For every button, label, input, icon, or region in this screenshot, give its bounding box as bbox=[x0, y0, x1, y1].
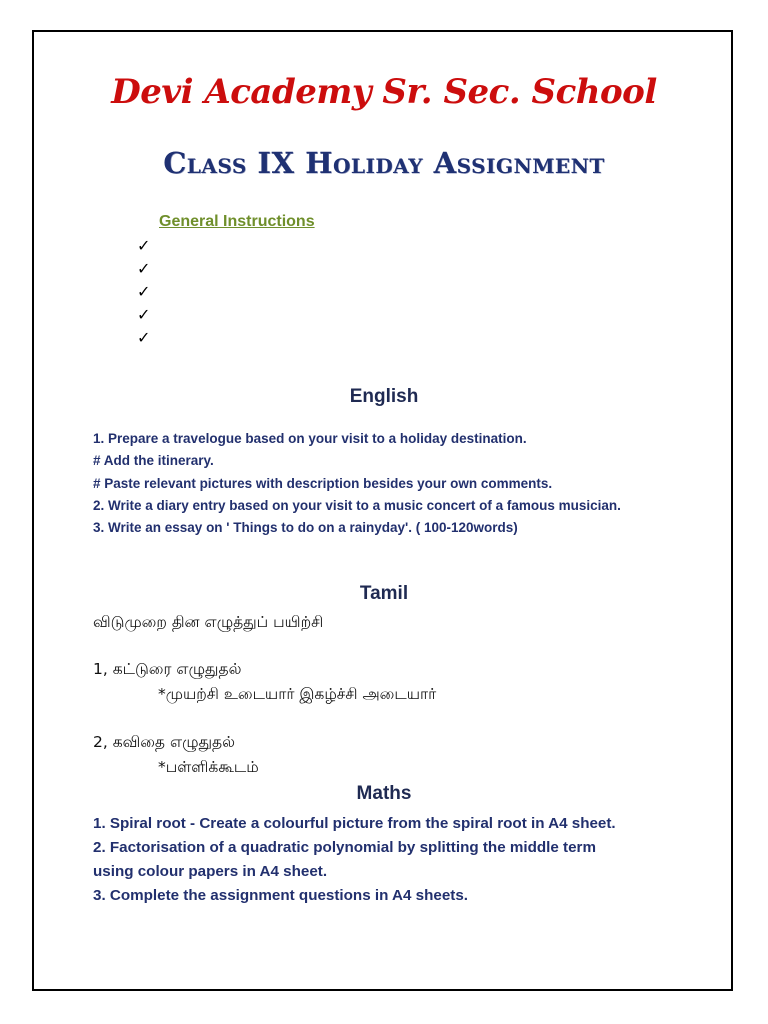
english-task-list bbox=[93, 428, 621, 539]
list-item: 3. Complete the assignment questions in A4 sheets. bbox=[93, 887, 468, 904]
assignment-title: Class IX Holiday Assignment bbox=[163, 146, 605, 180]
maths-task-list bbox=[93, 812, 616, 908]
list-item: using colour papers in A4 sheet. bbox=[93, 863, 328, 880]
check-icon: ✓ bbox=[137, 305, 151, 324]
list-item: 1. Prepare a travelogue based on your visit to a holiday destination. bbox=[93, 431, 527, 446]
check-icon: ✓ bbox=[137, 328, 151, 347]
list-item: # Add the itinerary. bbox=[93, 453, 214, 469]
list-item: 1. Spiral root - Create a colourful picture from the spiral root in A4 sheet. bbox=[93, 815, 616, 832]
tamil-item-2: 2, கவிதை எழுதுதல் bbox=[93, 733, 236, 751]
check-icon: ✓ bbox=[137, 236, 151, 255]
school-name: Devi Academy Sr. Sec. School bbox=[111, 72, 657, 112]
tamil-heading: Tamil bbox=[359, 583, 409, 604]
instructions-checklist bbox=[137, 234, 150, 349]
list-item: 3. Write an essay on ' Things to do on a rainyday'. ( 100-120words) bbox=[93, 520, 518, 536]
tamil-title: விடுமுறை தின எழுத்துப் பயிற்சி bbox=[93, 613, 324, 631]
general-instructions-heading: General Instructions bbox=[159, 213, 315, 230]
maths-heading: Maths bbox=[356, 783, 412, 804]
check-icon: ✓ bbox=[137, 282, 151, 301]
tamil-item-1: 1, கட்டுரை எழுதுதல் bbox=[93, 660, 242, 678]
english-heading: English bbox=[349, 386, 419, 407]
list-item: # Paste relevant pictures with description besides your own comments. bbox=[93, 475, 553, 491]
list-item: 2. Factorisation of a quadratic polynomial by splitting the middle term bbox=[93, 839, 596, 856]
tamil-item-2-topic: *பள்ளிக்கூடம் bbox=[158, 758, 259, 776]
check-icon: ✓ bbox=[137, 259, 151, 278]
tamil-item-1-topic: *முயற்சி உடையார் இகழ்ச்சி அடையார் bbox=[158, 685, 437, 703]
list-item: 2. Write a diary entry based on your visit to a music concert of a famous musician. bbox=[93, 497, 621, 513]
